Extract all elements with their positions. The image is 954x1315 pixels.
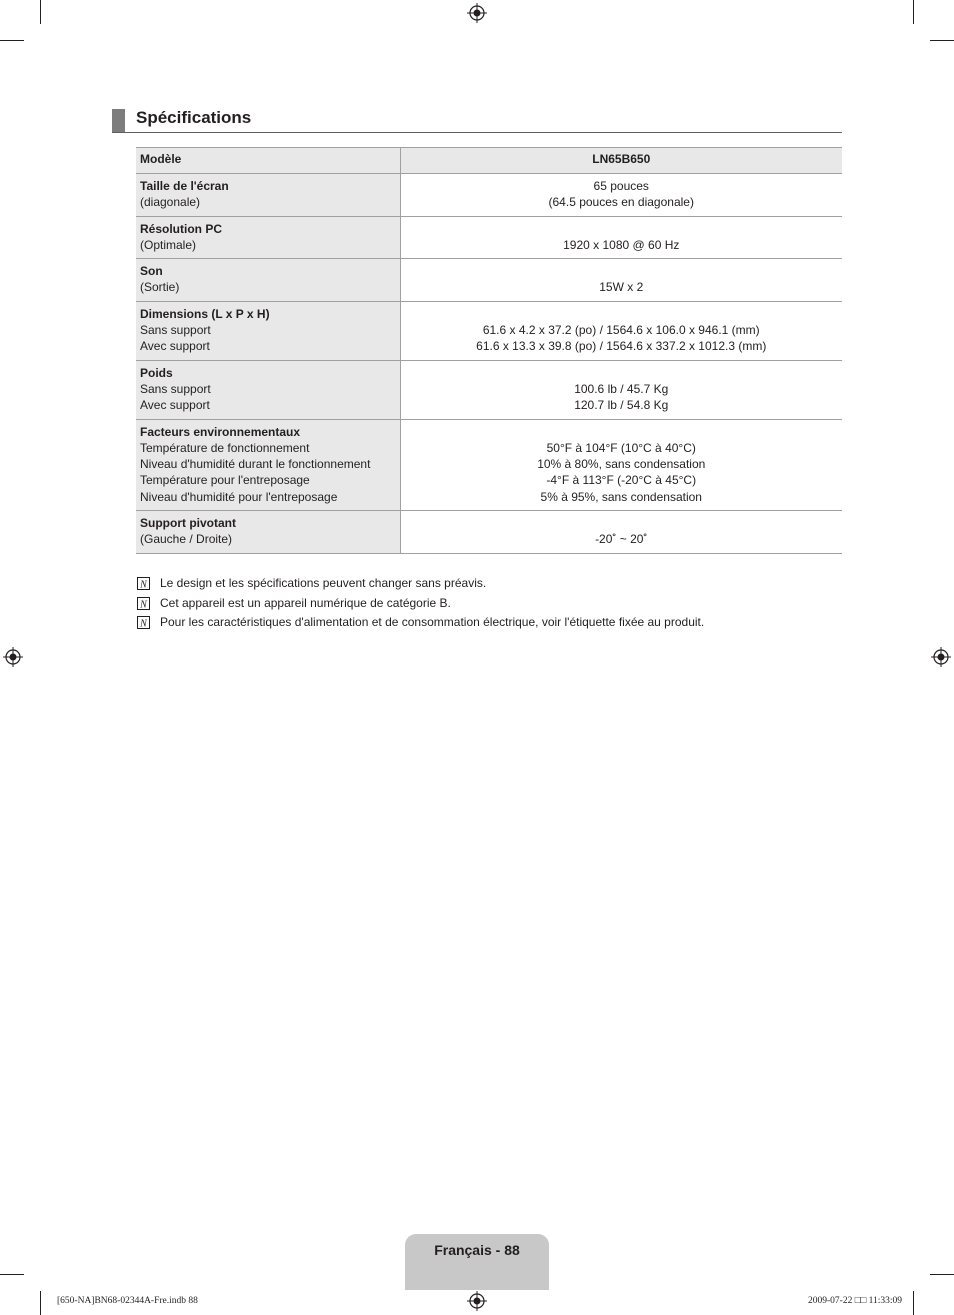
- value-line: 120.7 lb / 54.8 Kg: [574, 398, 669, 413]
- row-title: Poids: [140, 365, 173, 380]
- value-line: [405, 263, 839, 279]
- svg-text:N: N: [140, 618, 147, 629]
- page-number-tab: [405, 1234, 549, 1290]
- slug-file: [650-NA]BN68-02344A-Fre.indb 88: [57, 1296, 198, 1306]
- note-text: Cet appareil est un appareil numérique de catégorie B.: [160, 595, 451, 610]
- row-label: [136, 259, 400, 302]
- row-title: Résolution PC: [140, 221, 223, 236]
- row-subtitle: (diagonale): [140, 195, 201, 210]
- crop-mark: [40, 0, 41, 24]
- row-subtitle: (Sortie): [140, 280, 180, 295]
- value-line: 61.6 x 4.2 x 37.2 (po) / 1564.6 x 106.0 x 946.1 (mm): [482, 323, 760, 338]
- note-icon: [137, 616, 150, 629]
- value-line: -20˚ ~ 20˚: [595, 532, 648, 547]
- value-line: (64.5 pouces en diagonale): [548, 195, 694, 210]
- notes-list: [137, 575, 847, 634]
- value-line: 100.6 lb / 45.7 Kg: [574, 381, 669, 396]
- header-label: Modèle: [136, 148, 400, 174]
- row-label: [136, 419, 400, 510]
- row-subtitle: Sans support: [140, 381, 211, 396]
- list-item: [137, 595, 847, 615]
- spec-table: [136, 147, 842, 554]
- row-label: [136, 174, 400, 217]
- value-line: 1920 x 1080 @ 60 Hz: [563, 237, 680, 252]
- row-label: [136, 511, 400, 554]
- note-text: Le design et les spécifications peuvent changer sans préavis.: [160, 576, 487, 590]
- registration-mark-icon: [467, 3, 487, 23]
- row-value: [400, 511, 842, 554]
- row-label: [136, 360, 400, 419]
- value-line: 61.6 x 13.3 x 39.8 (po) / 1564.6 x 337.2 x 1012.3 (mm): [476, 339, 767, 354]
- crop-mark: [930, 1274, 954, 1275]
- note-text: Pour les caractéristiques d'alimentation et de consommation électrique, voir l'étiquette fixée au produit.: [160, 615, 705, 629]
- section-title: Spécifications: [136, 108, 252, 127]
- row-value: [400, 216, 842, 259]
- page-number: Français - 88: [434, 1242, 520, 1258]
- row-value: [400, 360, 842, 419]
- row-title: Facteurs environnementaux: [140, 424, 301, 439]
- table-row: [136, 419, 842, 510]
- value-line: 5% à 95%, sans condensation: [540, 489, 702, 504]
- value-line: 15W x 2: [599, 280, 644, 295]
- table-row: [136, 511, 842, 554]
- table-row: [136, 360, 842, 419]
- svg-text:N: N: [140, 579, 147, 590]
- value-line: 65 pouces: [593, 179, 649, 193]
- row-value: [400, 174, 842, 217]
- value-line: [405, 365, 839, 381]
- row-subtitle: Avec support: [140, 339, 210, 354]
- list-item: [137, 614, 847, 634]
- row-subtitle: (Optimale): [140, 237, 197, 252]
- crop-mark: [913, 0, 914, 24]
- table-row: [136, 216, 842, 259]
- table-row: [136, 259, 842, 302]
- registration-mark-icon: [3, 647, 23, 667]
- row-subtitle: Température pour l'entreposage: [140, 473, 310, 488]
- value-line: [405, 221, 839, 237]
- crop-mark: [913, 1291, 914, 1315]
- crop-mark: [0, 40, 24, 41]
- heading-bar: [112, 109, 125, 132]
- crop-mark: [930, 40, 954, 41]
- table-row: [136, 301, 842, 360]
- row-subtitle: Niveau d'humidité durant le fonctionnement: [140, 457, 371, 472]
- list-item: [137, 575, 847, 595]
- crop-mark: [40, 1291, 41, 1315]
- row-value: [400, 419, 842, 510]
- header-value: LN65B650: [400, 148, 842, 174]
- slug-date: 2009-07-22 □□ 11:33:09: [808, 1296, 902, 1306]
- row-subtitle: Niveau d'humidité pour l'entreposage: [140, 489, 338, 504]
- row-subtitle: Température de fonctionnement: [140, 440, 310, 455]
- value-line: 10% à 80%, sans condensation: [537, 457, 706, 472]
- row-label: [136, 216, 400, 259]
- row-value: [400, 259, 842, 302]
- value-line: [405, 515, 839, 531]
- row-subtitle: Sans support: [140, 323, 211, 338]
- note-icon: [137, 577, 150, 590]
- row-label: [136, 301, 400, 360]
- value-line: -4°F à 113°F (-20°C à 45°C): [546, 473, 697, 488]
- svg-text:N: N: [140, 598, 147, 610]
- registration-mark-icon: [931, 647, 951, 667]
- section-heading: [112, 107, 842, 133]
- row-subtitle: Avec support: [140, 398, 210, 413]
- row-subtitle: (Gauche / Droite): [140, 532, 233, 547]
- crop-mark: [0, 1274, 24, 1275]
- row-title: Dimensions (L x P x H): [140, 306, 270, 321]
- row-title: Support pivotant: [140, 516, 236, 531]
- value-line: 50°F à 104°F (10°C à 40°C): [546, 440, 696, 455]
- value-line: [405, 424, 839, 440]
- row-value: [400, 301, 842, 360]
- value-line: [405, 306, 839, 322]
- registration-mark-icon: [467, 1291, 487, 1311]
- row-title: Son: [140, 264, 163, 279]
- row-title: Taille de l'écran: [140, 179, 229, 193]
- table-header-row: [136, 148, 842, 174]
- table-row: [136, 174, 842, 217]
- note-icon: [137, 597, 150, 610]
